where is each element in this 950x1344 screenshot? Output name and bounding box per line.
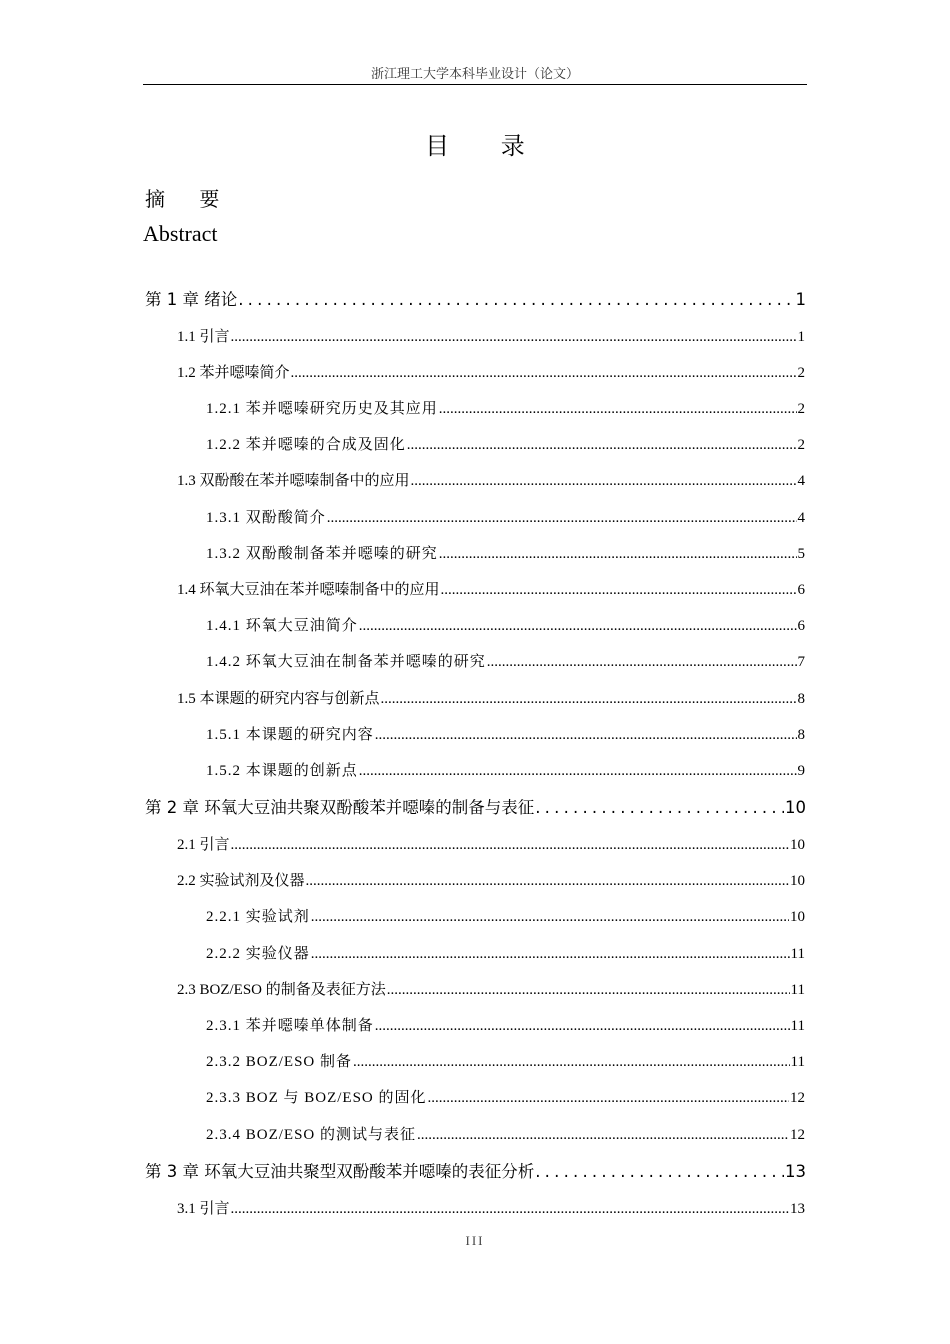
toc-entry-page: 11 [790, 946, 805, 962]
toc-entry-page: 6 [797, 582, 805, 598]
toc-abstract-english[interactable]: Abstract [143, 221, 218, 246]
toc-entry-page: 1 [795, 290, 806, 309]
toc-entry-page: 4 [797, 473, 805, 489]
toc-entry-title: 2.3.4 BOZ/ESO 的测试与表征 [206, 1127, 417, 1143]
toc-entry-title: 2.2 实验试剂及仪器 [177, 873, 305, 889]
page-header: 浙江理工大学本科毕业设计（论文） [143, 66, 807, 85]
page-title: 目 录 [425, 132, 547, 160]
dot-leader [428, 1090, 789, 1107]
toc-entry-1-4-2[interactable] [206, 650, 805, 671]
dot-leader [439, 401, 797, 418]
toc-entry-title: 1.4 环氧大豆油在苯并噁嗪制备中的应用 [177, 582, 440, 598]
toc-entry-1-4[interactable] [177, 578, 805, 599]
toc-entry-1-2-2[interactable] [206, 433, 805, 454]
dot-leader [359, 618, 797, 635]
toc-entry-title: 2.3 BOZ/ESO 的制备及表征方法 [177, 982, 386, 998]
toc-entry-page: 12 [790, 1090, 805, 1106]
toc-entry-page: 12 [790, 1127, 805, 1143]
dot-leader [535, 798, 784, 817]
toc-entry-ch3[interactable] [145, 1158, 806, 1182]
toc-entry-ch1[interactable] [145, 286, 806, 310]
toc-entry-title: 1.2 苯并噁嗪简介 [177, 365, 290, 381]
toc-entry-page: 2 [797, 365, 805, 381]
dot-leader [291, 365, 797, 382]
dot-leader [439, 546, 797, 563]
toc-entry-2-2[interactable] [177, 869, 805, 890]
toc-entry-title: 1.3.2 双酚酸制备苯并噁嗪的研究 [206, 546, 438, 562]
dot-leader [535, 1162, 784, 1181]
dot-leader [381, 691, 797, 708]
toc-entry-2-3-2[interactable] [206, 1050, 805, 1071]
toc-entry-1-4-1[interactable] [206, 614, 805, 635]
toc-entry-page: 11 [790, 1054, 805, 1070]
dot-leader [231, 329, 797, 346]
dot-leader [311, 909, 789, 926]
toc-entry-1-2-1[interactable] [206, 397, 805, 418]
dot-leader [231, 837, 789, 854]
dot-leader [441, 582, 797, 599]
toc-entry-2-3[interactable] [177, 978, 805, 999]
toc-entry-2-1[interactable] [177, 833, 805, 854]
dot-leader [231, 1201, 789, 1218]
dot-leader [311, 946, 790, 963]
toc-entry-page: 8 [797, 691, 805, 707]
toc-entry-title: 1.4.2 环氧大豆油在制备苯并噁嗪的研究 [206, 654, 486, 670]
dot-leader [327, 510, 797, 527]
toc-entry-1-3[interactable] [177, 469, 805, 490]
dot-leader [487, 654, 797, 671]
toc-entry-1-1[interactable] [177, 325, 805, 346]
toc-entry-page: 9 [797, 763, 805, 779]
toc-entry-page: 5 [797, 546, 805, 562]
toc-entry-title: 2.3.2 BOZ/ESO 制备 [206, 1054, 353, 1070]
toc-entry-2-3-4[interactable] [206, 1123, 805, 1144]
dot-leader [359, 763, 797, 780]
toc-entry-2-3-1[interactable] [206, 1014, 805, 1035]
toc-entry-ch2[interactable] [145, 794, 806, 818]
toc-entry-title: 1.3.1 双酚酸简介 [206, 510, 326, 526]
toc-entry-1-5-2[interactable] [206, 759, 805, 780]
toc-entry-title: 1.5.2 本课题的创新点 [206, 763, 358, 779]
toc-entry-title: 1.2.1 苯并噁嗪研究历史及其应用 [206, 401, 438, 417]
toc-entry-title: 2.1 引言 [177, 837, 230, 853]
toc-entry-title: 3.1 引言 [177, 1201, 230, 1217]
dot-leader [353, 1054, 790, 1071]
toc-entry-2-2-2[interactable] [206, 942, 805, 963]
toc-entry-title: 2.2.2 实验仪器 [206, 946, 310, 962]
toc-abstract-chinese[interactable]: 摘 要 [145, 187, 234, 211]
toc-entry-1-5[interactable] [177, 687, 805, 708]
toc-entry-page: 10 [790, 837, 805, 853]
toc-entry-1-2[interactable] [177, 361, 805, 382]
toc-entry-page: 1 [797, 329, 805, 345]
toc-entry-page: 13 [785, 1162, 806, 1181]
toc-entry-title: 1.5 本课题的研究内容与创新点 [177, 691, 380, 707]
toc-entry-title: 第 1 章 绪论 [145, 290, 238, 309]
toc-entry-page: 10 [790, 873, 805, 889]
toc-entry-title: 1.1 引言 [177, 329, 230, 345]
toc-entry-title: 1.3 双酚酸在苯并噁嗪制备中的应用 [177, 473, 410, 489]
dot-leader [417, 1127, 789, 1144]
toc-entry-page: 13 [790, 1201, 805, 1217]
toc-entry-page: 2 [797, 401, 805, 417]
toc-entry-page: 4 [797, 510, 805, 526]
toc-entry-page: 11 [790, 982, 805, 998]
toc-entry-page: 6 [797, 618, 805, 634]
toc-entry-title: 第 2 章 环氧大豆油共聚双酚酸苯并噁嗪的制备与表征 [145, 798, 535, 817]
toc-entry-1-3-2[interactable] [206, 542, 805, 563]
toc-entry-title: 1.2.2 苯并噁嗪的合成及固化 [206, 437, 406, 453]
toc-entry-title: 第 3 章 环氧大豆油共聚型双酚酸苯并噁嗪的表征分析 [145, 1162, 535, 1181]
toc-entry-page: 8 [797, 727, 805, 743]
toc-entry-page: 10 [785, 798, 806, 817]
toc-entry-page: 10 [790, 909, 805, 925]
toc-entry-1-5-1[interactable] [206, 723, 805, 744]
toc-entry-page: 11 [790, 1018, 805, 1034]
toc-entry-1-3-1[interactable] [206, 506, 805, 527]
toc-entry-title: 2.3.1 苯并噁嗪单体制备 [206, 1018, 374, 1034]
dot-leader [375, 727, 797, 744]
toc-entry-2-2-1[interactable] [206, 905, 805, 926]
toc-entry-title: 1.5.1 本课题的研究内容 [206, 727, 374, 743]
dot-leader [407, 437, 797, 454]
page-number: III [465, 1233, 485, 1248]
toc-entry-title: 2.2.1 实验试剂 [206, 909, 310, 925]
dot-leader [387, 982, 790, 999]
dot-leader [411, 473, 797, 490]
toc-entry-3-1[interactable] [177, 1197, 805, 1218]
toc-entry-page: 7 [797, 654, 805, 670]
dot-leader [375, 1018, 790, 1035]
toc-entry-title: 1.4.1 环氧大豆油简介 [206, 618, 358, 634]
toc-entry-2-3-3[interactable] [206, 1086, 805, 1107]
toc-entry-page: 2 [797, 437, 805, 453]
toc-entry-title: 2.3.3 BOZ 与 BOZ/ESO 的固化 [206, 1090, 427, 1106]
dot-leader [306, 873, 789, 890]
dot-leader [238, 290, 794, 309]
